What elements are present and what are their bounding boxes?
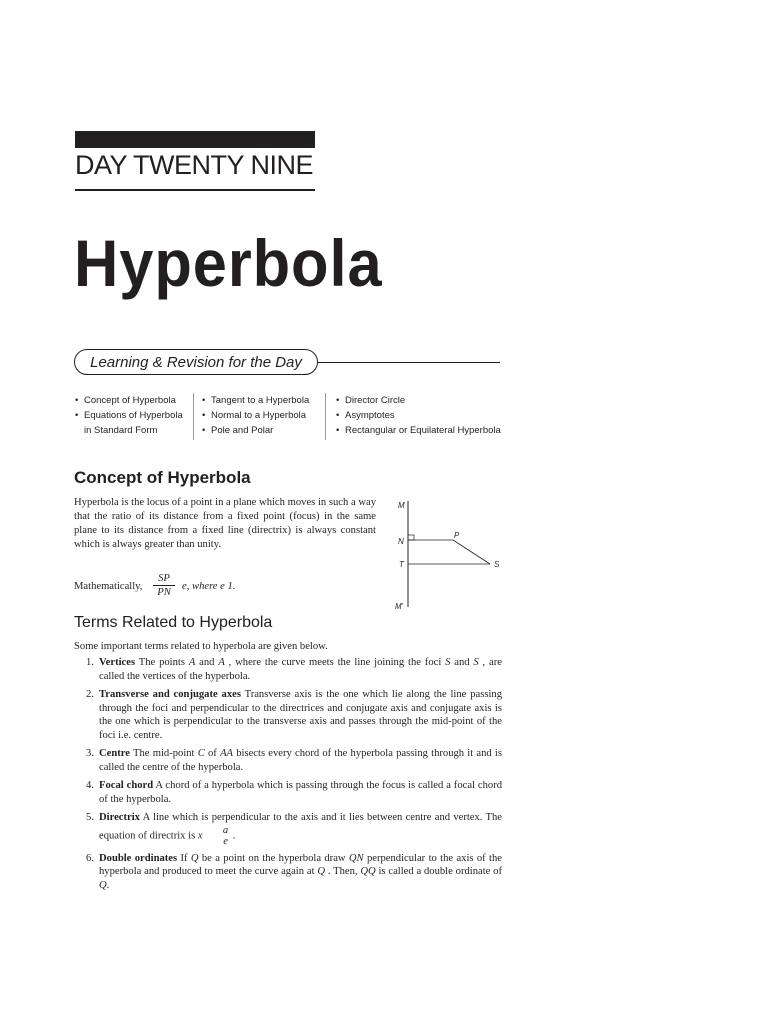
math-symbol: A [218, 657, 225, 668]
term-text: . [232, 829, 236, 841]
day-label: DAY TWENTY NINE [75, 150, 314, 180]
label-m-prime: M' [395, 602, 404, 611]
math-fraction [219, 825, 233, 847]
term-text: , where the curve meets the line joining the foci [224, 657, 446, 668]
fraction-denominator: PN [157, 587, 171, 598]
item-number: 1. [86, 657, 94, 668]
math-symbol: Q [317, 866, 325, 877]
item-number: 3. [86, 748, 94, 759]
fraction-numerator: SP [153, 572, 175, 586]
topics-column-3 [336, 393, 516, 438]
term-title: Centre [99, 748, 130, 759]
topics-column-2 [202, 393, 322, 438]
math-symbol: QQ [360, 866, 376, 877]
hyperbola-diagram [393, 495, 513, 615]
item-number: 4. [86, 780, 94, 791]
item-number: 6. [86, 852, 94, 864]
math-symbol: C [197, 748, 205, 759]
math-label: Mathematically, [74, 581, 143, 592]
term-text: Transverse axis is the one which lie along the line passing through the foci and perpendicular to the directrices and conjugate axis and conjugate axis is the one which is perpendicular to the transverse axis and passes through the mid-point of the foci i.e. centre. [99, 689, 502, 741]
fraction-numerator: a [222, 824, 229, 836]
term-text: of [204, 748, 221, 759]
chapter-title: Hyperbola [74, 226, 383, 300]
list-item [74, 852, 502, 893]
item-number: 5. [86, 812, 94, 823]
list-item [74, 688, 502, 742]
math-definition [74, 572, 374, 602]
term-text: A chord of a hyperbola which is passing through the focus is called a focal chord of the hyperbola. [99, 780, 503, 805]
learning-pill: Learning & Revision for the Day [74, 349, 318, 375]
math-rest: e, where e 1. [182, 581, 236, 592]
math-symbol: QN [348, 852, 364, 864]
topic-item: • Asymptotes [336, 408, 516, 423]
term-text: The points [135, 657, 189, 668]
header-bar [75, 131, 315, 148]
label-n: N [398, 537, 404, 546]
topic-item: • Rectangular or Equilateral Hyperbola [336, 423, 516, 438]
math-symbol: Q [99, 879, 107, 891]
topic-item: • Tangent to a Hyperbola [202, 393, 322, 408]
term-text: bisects every chord of the hyperbola passing through it and is called the centre of the hyperbola. [99, 748, 502, 773]
list-item [74, 779, 502, 806]
term-text: . [106, 879, 110, 891]
right-angle-mark [408, 535, 414, 540]
math-fraction [153, 572, 175, 600]
terms-intro: Some important terms related to hyperbola are given below. [74, 641, 328, 652]
topic-item: • Pole and Polar [202, 423, 322, 438]
term-text: perpendicular to the axis of the hyperbola and produced to meet the curve again at [99, 852, 502, 877]
topic-item: • Director Circle [336, 393, 516, 408]
math-symbol: AA [220, 748, 234, 759]
math-symbol: Q [190, 852, 199, 864]
math-symbol: x [197, 829, 203, 841]
term-text: The mid-point [130, 748, 198, 759]
concept-paragraph: Hyperbola is the locus of a point in a plane which moves in such a way that the ratio of its distance from a fixed point (focus) in the same plane to its distance from a fixed line (directrix) is always constant which is always greater than unity. [74, 497, 376, 550]
topic-item: • Equations of Hyperbola in Standard Form [75, 408, 190, 438]
header-rule [75, 189, 315, 191]
list-item [74, 656, 502, 683]
term-title: Directrix [99, 812, 140, 823]
label-t: T [399, 560, 404, 569]
term-text: . Then, [325, 866, 361, 877]
label-p: P [454, 531, 460, 540]
list-item [74, 811, 502, 847]
term-title: Double ordinates [99, 852, 178, 864]
label-s: S [494, 560, 500, 569]
term-title: Focal chord [99, 780, 154, 791]
item-number: 2. [86, 689, 94, 700]
learning-rule [318, 362, 500, 363]
topic-item: • Normal to a Hyperbola [202, 408, 322, 423]
fraction-denominator: e [223, 835, 228, 847]
term-text: is called a double ordinate of [375, 866, 502, 877]
term-text: A line which is perpendicular to the axis and it lies between centre and vertex. The equation of directrix is [99, 812, 502, 841]
math-symbol: A [188, 657, 196, 668]
segment-ps [453, 540, 490, 564]
math-symbol: S [445, 657, 451, 668]
term-text: be a point on the hyperbola draw [198, 852, 349, 864]
term-title: Transverse and conjugate axes [99, 689, 241, 700]
section-heading: Concept of Hyperbola [74, 468, 251, 487]
column-divider [193, 393, 194, 440]
term-title: Vertices [99, 657, 136, 668]
terms-list [74, 656, 502, 897]
label-m: M [398, 501, 405, 510]
term-text: , are called the vertices of the hyperbola. [99, 657, 502, 682]
list-item [74, 747, 502, 774]
math-symbol: S [473, 657, 479, 668]
topics-column-1 [75, 393, 190, 438]
term-text: and [450, 657, 474, 668]
topic-item: • Concept of Hyperbola [75, 393, 190, 408]
terms-heading: Terms Related to Hyperbola [74, 614, 273, 631]
term-text: and [195, 657, 219, 668]
term-text: If [177, 852, 191, 864]
column-divider [325, 393, 326, 440]
